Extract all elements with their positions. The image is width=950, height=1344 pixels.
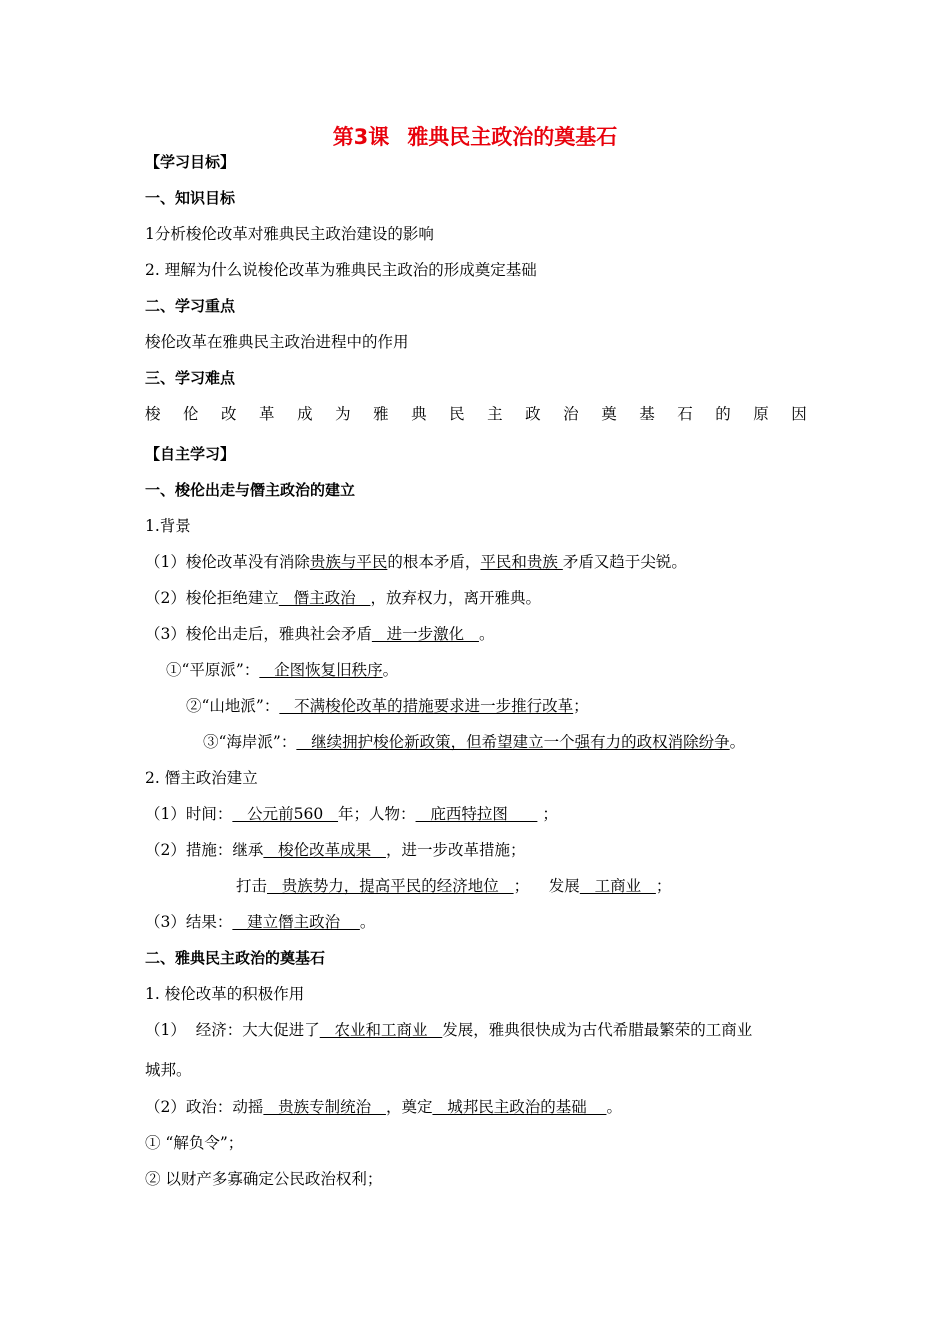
blank-answer: 进一步激化: [371, 625, 479, 643]
blank-answer: 平民和贵族: [480, 553, 563, 571]
page-title: [0, 124, 950, 150]
difficulty-char: 主: [487, 405, 503, 423]
difficulty-char: 奠: [601, 405, 617, 423]
blank-answer: 庇西特拉图: [415, 805, 538, 823]
tyranny-measures-2: 打击 贵族势力，提高平民的经济地位 ； 发展 工商业 ；: [236, 877, 672, 895]
lesson-number: 第3课: [332, 125, 390, 149]
blank-answer: 建立僭主政治: [232, 913, 360, 931]
difficulty-char: 雅: [373, 405, 389, 423]
heading-knowledge-goals: 一、知识目标: [145, 189, 236, 207]
role-label: 1. 梭伦改革的积极作用: [145, 985, 305, 1003]
blank-answer: 贵族与平民: [309, 553, 388, 571]
difficulty-char: 原: [753, 405, 769, 423]
bg-item-3: （3）梭伦出走后，雅典社会矛盾 进一步激化 。: [145, 625, 495, 643]
difficulty-char: 典: [411, 405, 427, 423]
heading-difficulties: 三、学习难点: [145, 369, 236, 387]
blank-answer: 公元前560: [232, 805, 339, 823]
blank-answer: 继续拥护梭伦新政策，但希望建立一个强有力的政权消除纷争: [296, 733, 730, 751]
difficulty-char: 的: [715, 405, 731, 423]
blank-answer: 城邦民主政治的基础: [432, 1098, 607, 1116]
tyranny-result: （3）结果： 建立僭主政治 。: [145, 913, 376, 931]
difficulty-char: 为: [335, 405, 351, 423]
tyranny-label: 2. 僭主政治建立: [145, 769, 258, 787]
faction-coast: ③“海岸派”： 继续拥护梭伦新政策，但希望建立一个强有力的政权消除纷争。: [203, 733, 746, 751]
bg-item-2: （2）梭伦拒绝建立 僭主政治 ，放弃权力，离开雅典。: [145, 589, 541, 607]
blank-answer: 农业和工商业: [319, 1021, 443, 1039]
faction-mountain: ②“山地派”： 不满梭伦改革的措施要求进一步推行改革；: [186, 697, 589, 715]
faction-plain: ①“平原派”： 企图恢复旧秩序。: [166, 661, 399, 679]
difficulty-char: 石: [677, 405, 693, 423]
bg-item-1: （1）梭伦改革没有消除贵族与平民的根本矛盾，平民和贵族 矛盾又趋于尖锐。: [145, 553, 687, 571]
policy-item-2: ② 以财产多寡确定公民政治权利；: [145, 1170, 383, 1188]
difficulty-char: 伦: [183, 405, 199, 423]
section-heading-goals: 【学习目标】: [145, 153, 236, 171]
subheading-1: 一、梭伦出走与僭主政治的建立: [145, 481, 356, 499]
policy-item-1: ① “解负令”；: [145, 1134, 244, 1152]
goal-item-1: 1分析梭伦改革对雅典民主政治建设的影响: [145, 225, 434, 243]
difficulty-char: 政: [525, 405, 541, 423]
section-heading-self-study: 【自主学习】: [145, 445, 236, 463]
blank-answer: 不满梭伦改革的措施要求进一步推行改革: [279, 697, 574, 715]
blank-answer: 工商业: [579, 877, 656, 895]
blank-answer: 僭主政治: [278, 589, 371, 607]
difficulty-char: 基: [639, 405, 655, 423]
heading-key-points: 二、学习重点: [145, 297, 236, 315]
difficulty-char: 改: [221, 405, 237, 423]
blank-answer: 贵族势力，提高平民的经济地位: [267, 877, 514, 895]
difficulty-char: 民: [449, 405, 465, 423]
blank-answer: 企图恢复旧秩序: [259, 661, 383, 679]
difficulty-char: 治: [563, 405, 579, 423]
subheading-2: 二、雅典民主政治的奠基石: [145, 949, 326, 967]
lesson-name: 雅典民主政治的奠基石: [407, 125, 618, 149]
goal-item-2: 2. 理解为什么说梭伦改革为雅典民主政治的形成奠定基础: [145, 261, 537, 279]
blank-answer: 梭伦改革成果: [263, 841, 386, 859]
difficulty-char: 梭: [145, 405, 161, 423]
economy-item-cont: 城邦。: [145, 1061, 192, 1079]
background-label: 1.背景: [145, 517, 191, 535]
economy-item: （1） 经济：大大促进了 农业和工商业 发展，雅典很快成为古代希腊最繁荣的工商业: [145, 1021, 753, 1039]
difficulty-text: [145, 404, 807, 424]
tyranny-measures: （2）措施：继承 梭伦改革成果 ，进一步改革措施；: [145, 841, 526, 859]
blank-answer: 贵族专制统治: [263, 1098, 386, 1116]
difficulty-char: 成: [297, 405, 313, 423]
tyranny-time: （1）时间： 公元前560 年；人物： 庇西特拉图 ；: [145, 805, 558, 823]
key-point-text: 梭伦改革在雅典民主政治进程中的作用: [145, 333, 409, 351]
politics-item: （2）政治：动摇 贵族专制统治 ，奠定 城邦民主政治的基础 。: [145, 1098, 622, 1116]
difficulty-char: 革: [259, 405, 275, 423]
difficulty-char: 因: [791, 405, 807, 423]
